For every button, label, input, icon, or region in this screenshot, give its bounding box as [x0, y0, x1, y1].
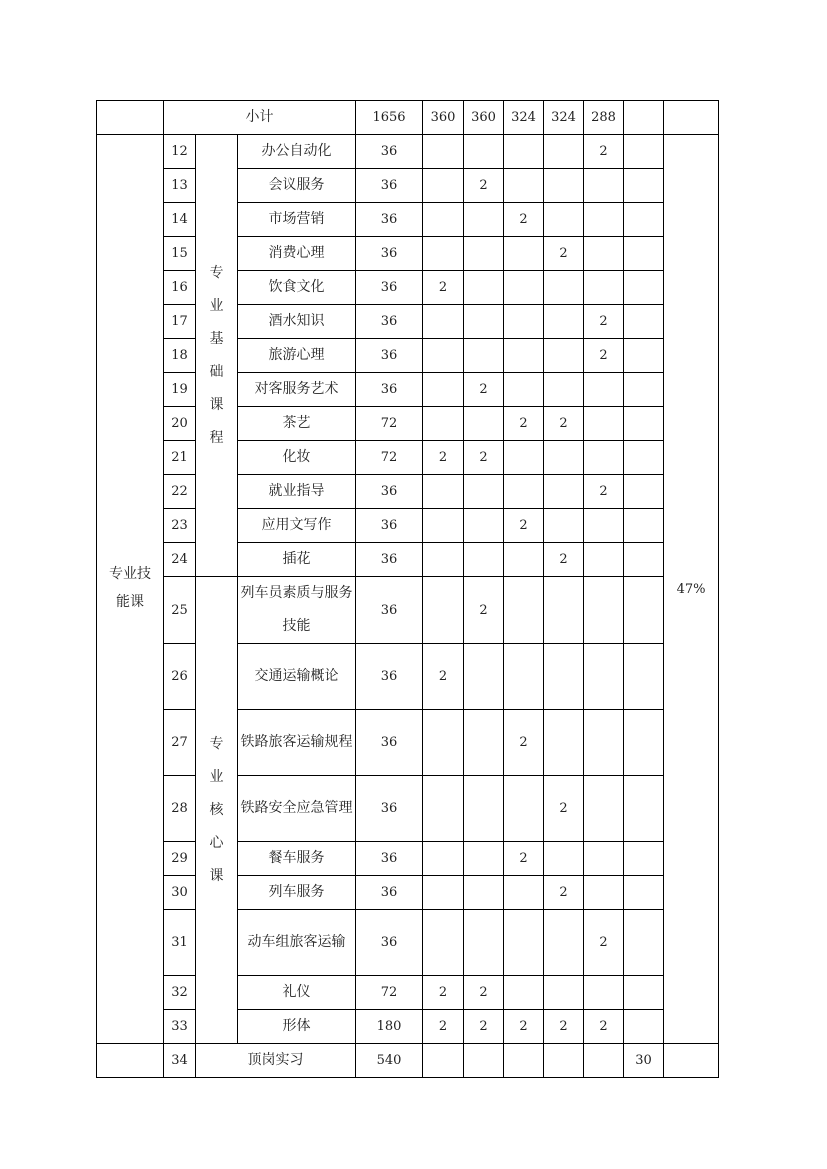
course-hours: 36 — [356, 842, 423, 876]
semester-3-weekly-hours — [504, 339, 544, 373]
course-hours: 36 — [356, 135, 423, 169]
course-hours: 36 — [356, 203, 423, 237]
course-name: 会议服务 — [238, 169, 356, 203]
semester-3-weekly-hours — [504, 237, 544, 271]
course-row — [97, 1044, 719, 1078]
course-hours: 72 — [356, 441, 423, 475]
course-row — [97, 441, 719, 475]
course-row — [97, 271, 719, 305]
course-hours: 36 — [356, 876, 423, 910]
course-name: 市场营销 — [238, 203, 356, 237]
course-number: 30 — [164, 876, 196, 910]
semester-2-weekly-hours — [464, 407, 504, 441]
subtotal-sem5: 288 — [584, 101, 624, 135]
group-basic-label — [196, 135, 238, 577]
semester-2-weekly-hours — [464, 543, 504, 577]
course-hours: 36 — [356, 910, 423, 976]
course-number: 18 — [164, 339, 196, 373]
semester-4-weekly-hours — [544, 842, 584, 876]
semester-4-weekly-hours: 2 — [544, 1010, 584, 1044]
semester-5-weekly-hours — [584, 237, 624, 271]
semester-1-weekly-hours — [423, 876, 464, 910]
semester-2-weekly-hours — [464, 1044, 504, 1078]
course-hours: 36 — [356, 339, 423, 373]
semester-1-weekly-hours — [423, 543, 464, 577]
course-hours: 540 — [356, 1044, 423, 1078]
course-name: 铁路安全应急管理 — [238, 776, 356, 842]
semester-5-weekly-hours: 2 — [584, 1010, 624, 1044]
semester-5-weekly-hours — [584, 543, 624, 577]
semester-1-weekly-hours: 2 — [423, 271, 464, 305]
course-row — [97, 339, 719, 373]
semester-1-weekly-hours — [423, 169, 464, 203]
semester-5-weekly-hours — [584, 710, 624, 776]
course-number: 20 — [164, 407, 196, 441]
semester-5-weekly-hours — [584, 441, 624, 475]
subtotal-sem2: 360 — [464, 101, 504, 135]
semester-4-weekly-hours: 2 — [544, 543, 584, 577]
semester-1-weekly-hours — [423, 203, 464, 237]
semester-2-weekly-hours: 2 — [464, 976, 504, 1010]
semester-2-weekly-hours — [464, 339, 504, 373]
semester-5-weekly-hours: 2 — [584, 339, 624, 373]
course-row — [97, 577, 719, 644]
semester-4-weekly-hours: 2 — [544, 407, 584, 441]
semester-1-weekly-hours — [423, 842, 464, 876]
course-hours: 36 — [356, 271, 423, 305]
course-number: 23 — [164, 509, 196, 543]
semester-2-weekly-hours — [464, 475, 504, 509]
semester-4-weekly-hours — [544, 339, 584, 373]
course-number: 27 — [164, 710, 196, 776]
category-percent: 47% — [664, 135, 719, 1044]
course-number: 13 — [164, 169, 196, 203]
semester-4-weekly-hours — [544, 305, 584, 339]
semester-3-weekly-hours: 2 — [504, 710, 544, 776]
semester-1-weekly-hours: 2 — [423, 976, 464, 1010]
semester-5-weekly-hours — [584, 509, 624, 543]
semester-1-weekly-hours — [423, 776, 464, 842]
course-hours: 36 — [356, 237, 423, 271]
semester-4-weekly-hours — [544, 373, 584, 407]
semester-3-weekly-hours — [504, 1044, 544, 1078]
group-core-text: 专业核心课 — [209, 735, 224, 884]
course-row — [97, 135, 719, 169]
semester-4-weekly-hours — [544, 710, 584, 776]
semester-6-weekly-hours — [624, 441, 664, 475]
semester-6-weekly-hours — [624, 407, 664, 441]
semester-4-weekly-hours — [544, 509, 584, 543]
semester-3-weekly-hours — [504, 441, 544, 475]
semester-6-weekly-hours — [624, 169, 664, 203]
course-number: 15 — [164, 237, 196, 271]
semester-1-weekly-hours — [423, 135, 464, 169]
course-row — [97, 1010, 719, 1044]
semester-6-weekly-hours — [624, 203, 664, 237]
course-name: 就业指导 — [238, 475, 356, 509]
course-hours: 36 — [356, 509, 423, 543]
semester-3-weekly-hours — [504, 910, 544, 976]
semester-6-weekly-hours — [624, 1010, 664, 1044]
course-name: 旅游心理 — [238, 339, 356, 373]
course-row — [97, 976, 719, 1010]
semester-5-weekly-hours — [584, 842, 624, 876]
semester-4-weekly-hours — [544, 976, 584, 1010]
semester-3-weekly-hours — [504, 373, 544, 407]
course-number: 29 — [164, 842, 196, 876]
course-name: 应用文写作 — [238, 509, 356, 543]
course-name: 形体 — [238, 1010, 356, 1044]
course-name: 办公自动化 — [238, 135, 356, 169]
semester-6-weekly-hours — [624, 644, 664, 710]
course-name: 消费心理 — [238, 237, 356, 271]
course-number: 19 — [164, 373, 196, 407]
semester-2-weekly-hours — [464, 842, 504, 876]
course-number: 14 — [164, 203, 196, 237]
semester-4-weekly-hours: 2 — [544, 776, 584, 842]
course-number: 28 — [164, 776, 196, 842]
semester-1-weekly-hours — [423, 305, 464, 339]
course-row — [97, 543, 719, 577]
category-label-empty — [97, 1044, 164, 1078]
semester-2-weekly-hours — [464, 710, 504, 776]
course-name: 餐车服务 — [238, 842, 356, 876]
subtotal-row — [97, 101, 719, 135]
semester-3-weekly-hours — [504, 577, 544, 644]
semester-6-weekly-hours — [624, 577, 664, 644]
semester-3-weekly-hours — [504, 976, 544, 1010]
category-label — [97, 135, 164, 1044]
semester-2-weekly-hours — [464, 910, 504, 976]
course-row — [97, 237, 719, 271]
course-row — [97, 776, 719, 842]
subtotal-total: 1656 — [356, 101, 423, 135]
semester-5-weekly-hours — [584, 577, 624, 644]
course-number: 32 — [164, 976, 196, 1010]
course-name: 酒水知识 — [238, 305, 356, 339]
semester-2-weekly-hours — [464, 776, 504, 842]
semester-5-weekly-hours: 2 — [584, 305, 624, 339]
subtotal-sem4: 324 — [544, 101, 584, 135]
course-name: 铁路旅客运输规程 — [238, 710, 356, 776]
semester-1-weekly-hours — [423, 339, 464, 373]
course-hours: 72 — [356, 407, 423, 441]
course-name: 列车服务 — [238, 876, 356, 910]
semester-4-weekly-hours — [544, 169, 584, 203]
course-row — [97, 842, 719, 876]
semester-4-weekly-hours — [544, 577, 584, 644]
semester-3-weekly-hours: 2 — [504, 842, 544, 876]
course-name: 化妆 — [238, 441, 356, 475]
semester-5-weekly-hours — [584, 169, 624, 203]
group-core-label — [196, 577, 238, 1044]
semester-4-weekly-hours: 2 — [544, 876, 584, 910]
course-hours: 36 — [356, 169, 423, 203]
semester-1-weekly-hours: 2 — [423, 441, 464, 475]
course-number: 17 — [164, 305, 196, 339]
semester-1-weekly-hours — [423, 373, 464, 407]
subtotal-label: 小计 — [164, 101, 356, 135]
semester-3-weekly-hours — [504, 543, 544, 577]
course-row — [97, 407, 719, 441]
course-row — [97, 710, 719, 776]
semester-1-weekly-hours — [423, 577, 464, 644]
course-row — [97, 475, 719, 509]
semester-6-weekly-hours — [624, 876, 664, 910]
semester-5-weekly-hours — [584, 203, 624, 237]
course-row — [97, 373, 719, 407]
semester-6-weekly-hours — [624, 339, 664, 373]
semester-1-weekly-hours — [423, 509, 464, 543]
semester-1-weekly-hours — [423, 475, 464, 509]
course-name: 动车组旅客运输 — [238, 910, 356, 976]
course-row — [97, 509, 719, 543]
course-hours: 72 — [356, 976, 423, 1010]
semester-2-weekly-hours — [464, 271, 504, 305]
semester-4-weekly-hours — [544, 1044, 584, 1078]
semester-1-weekly-hours — [423, 910, 464, 976]
semester-5-weekly-hours — [584, 976, 624, 1010]
semester-4-weekly-hours — [544, 441, 584, 475]
semester-6-weekly-hours — [624, 237, 664, 271]
semester-5-weekly-hours: 2 — [584, 910, 624, 976]
semester-2-weekly-hours — [464, 644, 504, 710]
course-row — [97, 644, 719, 710]
course-name: 茶艺 — [238, 407, 356, 441]
course-number: 12 — [164, 135, 196, 169]
semester-3-weekly-hours — [504, 644, 544, 710]
subtotal-sem6 — [624, 101, 664, 135]
semester-6-weekly-hours — [624, 776, 664, 842]
course-name: 交通运输概论 — [238, 644, 356, 710]
semester-1-weekly-hours — [423, 407, 464, 441]
semester-2-weekly-hours — [464, 135, 504, 169]
group-basic-text: 专业基础课程 — [209, 264, 224, 446]
semester-4-weekly-hours — [544, 644, 584, 710]
course-hours: 36 — [356, 710, 423, 776]
course-number: 21 — [164, 441, 196, 475]
semester-5-weekly-hours — [584, 644, 624, 710]
course-name: 顶岗实习 — [196, 1044, 356, 1078]
semester-2-weekly-hours — [464, 305, 504, 339]
semester-5-weekly-hours: 2 — [584, 475, 624, 509]
semester-5-weekly-hours — [584, 876, 624, 910]
semester-6-weekly-hours — [624, 373, 664, 407]
course-hours: 36 — [356, 373, 423, 407]
semester-6-weekly-hours — [624, 543, 664, 577]
course-hours: 36 — [356, 776, 423, 842]
semester-5-weekly-hours — [584, 1044, 624, 1078]
semester-1-weekly-hours — [423, 237, 464, 271]
course-number: 26 — [164, 644, 196, 710]
semester-5-weekly-hours — [584, 373, 624, 407]
semester-2-weekly-hours: 2 — [464, 373, 504, 407]
semester-4-weekly-hours — [544, 910, 584, 976]
semester-3-weekly-hours — [504, 305, 544, 339]
course-number: 33 — [164, 1010, 196, 1044]
semester-6-weekly-hours — [624, 135, 664, 169]
course-number: 24 — [164, 543, 196, 577]
course-name: 饮食文化 — [238, 271, 356, 305]
course-hours: 36 — [356, 644, 423, 710]
course-hours: 36 — [356, 475, 423, 509]
curriculum-table — [96, 100, 719, 1078]
semester-6-weekly-hours — [624, 271, 664, 305]
semester-3-weekly-hours: 2 — [504, 509, 544, 543]
course-number: 22 — [164, 475, 196, 509]
course-hours: 36 — [356, 577, 423, 644]
course-hours: 180 — [356, 1010, 423, 1044]
subtotal-pct — [664, 101, 719, 135]
course-row — [97, 910, 719, 976]
course-row — [97, 305, 719, 339]
semester-6-weekly-hours — [624, 976, 664, 1010]
semester-3-weekly-hours — [504, 271, 544, 305]
subtotal-sem3: 324 — [504, 101, 544, 135]
category-text: 专业技能课 — [109, 565, 151, 610]
semester-3-weekly-hours: 2 — [504, 203, 544, 237]
semester-1-weekly-hours — [423, 710, 464, 776]
course-row — [97, 169, 719, 203]
semester-3-weekly-hours: 2 — [504, 407, 544, 441]
semester-3-weekly-hours: 2 — [504, 1010, 544, 1044]
semester-3-weekly-hours — [504, 876, 544, 910]
semester-3-weekly-hours — [504, 135, 544, 169]
course-number: 25 — [164, 577, 196, 644]
semester-4-weekly-hours — [544, 135, 584, 169]
semester-1-weekly-hours: 2 — [423, 644, 464, 710]
percent-empty — [664, 1044, 719, 1078]
semester-4-weekly-hours: 2 — [544, 237, 584, 271]
course-row — [97, 203, 719, 237]
course-row — [97, 876, 719, 910]
semester-5-weekly-hours: 2 — [584, 135, 624, 169]
course-name: 对客服务艺术 — [238, 373, 356, 407]
semester-6-weekly-hours — [624, 305, 664, 339]
semester-5-weekly-hours — [584, 271, 624, 305]
semester-3-weekly-hours — [504, 475, 544, 509]
semester-6-weekly-hours — [624, 842, 664, 876]
course-name: 列车员素质与服务技能 — [238, 577, 356, 644]
semester-6-weekly-hours — [624, 509, 664, 543]
semester-5-weekly-hours — [584, 776, 624, 842]
semester-1-weekly-hours — [423, 1044, 464, 1078]
semester-6-weekly-hours: 30 — [624, 1044, 664, 1078]
empty-cell — [97, 101, 164, 135]
course-number: 16 — [164, 271, 196, 305]
semester-2-weekly-hours: 2 — [464, 1010, 504, 1044]
semester-3-weekly-hours — [504, 776, 544, 842]
course-hours: 36 — [356, 305, 423, 339]
semester-2-weekly-hours: 2 — [464, 169, 504, 203]
semester-3-weekly-hours — [504, 169, 544, 203]
semester-2-weekly-hours: 2 — [464, 441, 504, 475]
subtotal-sem1: 360 — [423, 101, 464, 135]
course-number: 31 — [164, 910, 196, 976]
semester-4-weekly-hours — [544, 271, 584, 305]
semester-1-weekly-hours: 2 — [423, 1010, 464, 1044]
course-name: 礼仪 — [238, 976, 356, 1010]
semester-2-weekly-hours — [464, 203, 504, 237]
semester-5-weekly-hours — [584, 407, 624, 441]
semester-2-weekly-hours — [464, 509, 504, 543]
semester-2-weekly-hours — [464, 237, 504, 271]
semester-4-weekly-hours — [544, 475, 584, 509]
course-name: 插花 — [238, 543, 356, 577]
semester-2-weekly-hours — [464, 876, 504, 910]
semester-6-weekly-hours — [624, 475, 664, 509]
semester-4-weekly-hours — [544, 203, 584, 237]
semester-2-weekly-hours: 2 — [464, 577, 504, 644]
semester-6-weekly-hours — [624, 710, 664, 776]
course-number: 34 — [164, 1044, 196, 1078]
semester-6-weekly-hours — [624, 910, 664, 976]
course-hours: 36 — [356, 543, 423, 577]
